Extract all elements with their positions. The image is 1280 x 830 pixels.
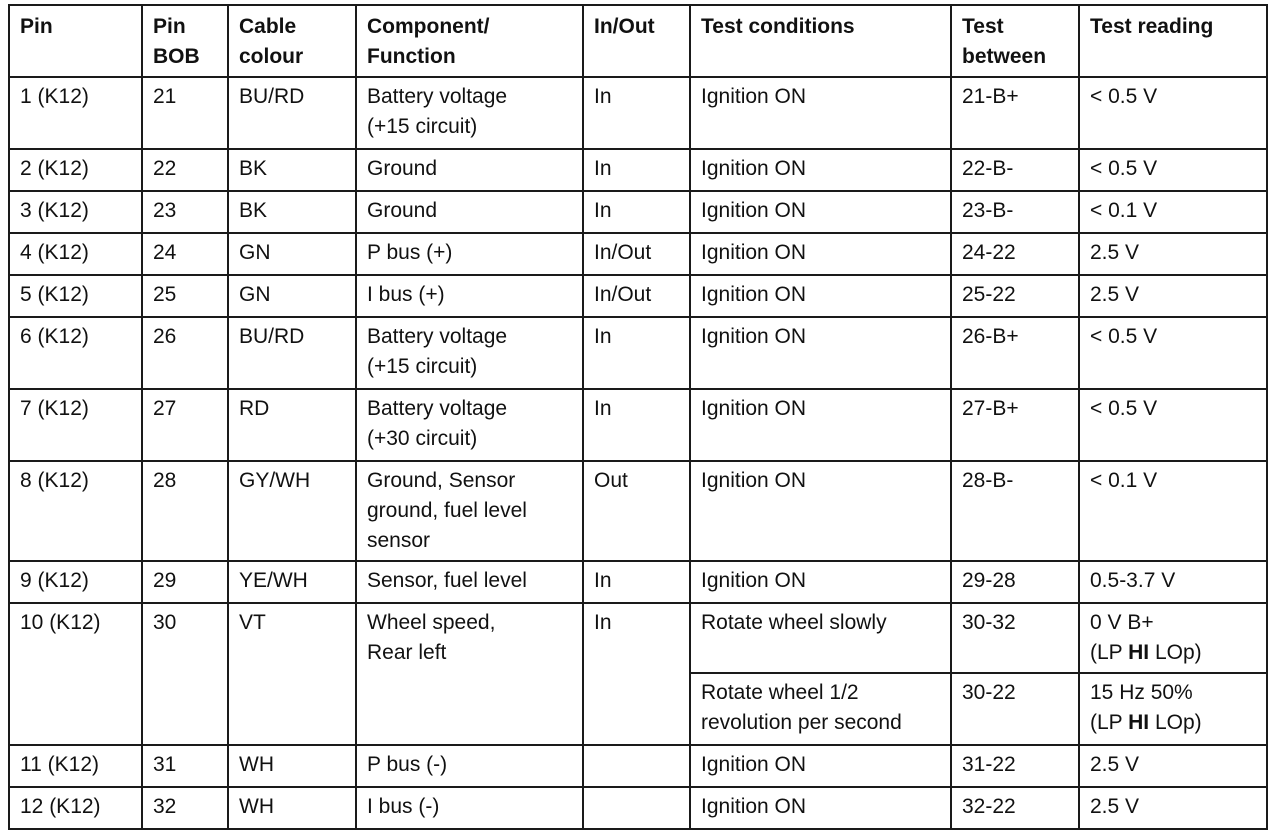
cell-condition: Ignition ON bbox=[690, 77, 951, 149]
header-cable-colour: Cable colour bbox=[228, 5, 356, 77]
header-pin: Pin bbox=[9, 5, 142, 77]
cell-between: 31-22 bbox=[951, 745, 1079, 787]
cell-inout: Out bbox=[583, 461, 690, 561]
cell-colour: BU/RD bbox=[228, 317, 356, 389]
cell-component: I bus (-) bbox=[356, 787, 583, 829]
cell-inout: In/Out bbox=[583, 233, 690, 275]
cell-reading: < 0.5 V bbox=[1079, 389, 1267, 461]
table-row bbox=[9, 275, 1267, 317]
cell-colour: GN bbox=[228, 275, 356, 317]
header-in-out: In/Out bbox=[583, 5, 690, 77]
cell-component: Battery voltage (+15 circuit) bbox=[356, 77, 583, 149]
cell-colour: RD bbox=[228, 389, 356, 461]
cell-pin: 4 (K12) bbox=[9, 233, 142, 275]
cell-between: 21-B+ bbox=[951, 77, 1079, 149]
table-row bbox=[9, 745, 1267, 787]
cell-condition: Ignition ON bbox=[690, 317, 951, 389]
header-test-reading: Test reading bbox=[1079, 5, 1267, 77]
cell-reading: < 0.1 V bbox=[1079, 461, 1267, 561]
cell-bob: 22 bbox=[142, 149, 228, 191]
header-component-function: Component/ Function bbox=[356, 5, 583, 77]
table-row bbox=[9, 603, 1267, 673]
table-row bbox=[9, 389, 1267, 461]
cell-component: Sensor, fuel level bbox=[356, 561, 583, 603]
cell-between: 30-22 bbox=[951, 673, 1079, 745]
hi-label: HI bbox=[1128, 711, 1150, 734]
cell-colour: GY/WH bbox=[228, 461, 356, 561]
cell-condition: Ignition ON bbox=[690, 787, 951, 829]
cell-reading: < 0.5 V bbox=[1079, 317, 1267, 389]
cell-pin: 1 (K12) bbox=[9, 77, 142, 149]
cell-between: 30-32 bbox=[951, 603, 1079, 673]
cell-reading: 0.5-3.7 V bbox=[1079, 561, 1267, 603]
reading-line: (LP HI LOp) bbox=[1090, 711, 1202, 734]
cell-inout: In bbox=[583, 317, 690, 389]
cell-condition: Rotate wheel 1/2 revolution per second bbox=[690, 673, 951, 745]
cell-inout: In/Out bbox=[583, 275, 690, 317]
cell-inout: In bbox=[583, 149, 690, 191]
cell-bob: 24 bbox=[142, 233, 228, 275]
cell-component: P bus (-) bbox=[356, 745, 583, 787]
header-row bbox=[9, 5, 1267, 77]
cell-condition: Ignition ON bbox=[690, 461, 951, 561]
cell-component: Ground bbox=[356, 191, 583, 233]
cell-colour: BK bbox=[228, 191, 356, 233]
cell-reading: < 0.5 V bbox=[1079, 149, 1267, 191]
cell-condition: Ignition ON bbox=[690, 149, 951, 191]
table-row bbox=[9, 787, 1267, 829]
cell-colour: WH bbox=[228, 745, 356, 787]
cell-pin: 10 (K12) bbox=[9, 603, 142, 745]
cell-bob: 25 bbox=[142, 275, 228, 317]
cell-component: Battery voltage (+15 circuit) bbox=[356, 317, 583, 389]
cell-inout bbox=[583, 787, 690, 829]
cell-inout: In bbox=[583, 561, 690, 603]
cell-bob: 21 bbox=[142, 77, 228, 149]
cell-bob: 23 bbox=[142, 191, 228, 233]
table-row bbox=[9, 233, 1267, 275]
table-row bbox=[9, 461, 1267, 561]
cell-reading: 2.5 V bbox=[1079, 233, 1267, 275]
cell-reading: 2.5 V bbox=[1079, 275, 1267, 317]
cell-component: Ground, Sensor ground, fuel level sensor bbox=[356, 461, 583, 561]
cell-inout: In bbox=[583, 191, 690, 233]
cell-component: P bus (+) bbox=[356, 233, 583, 275]
cell-bob: 26 bbox=[142, 317, 228, 389]
cell-inout: In bbox=[583, 389, 690, 461]
cell-pin: 6 (K12) bbox=[9, 317, 142, 389]
table-row bbox=[9, 191, 1267, 233]
cell-between: 32-22 bbox=[951, 787, 1079, 829]
cell-condition: Rotate wheel slowly bbox=[690, 603, 951, 673]
cell-condition: Ignition ON bbox=[690, 561, 951, 603]
cell-colour: VT bbox=[228, 603, 356, 745]
cell-between: 22-B- bbox=[951, 149, 1079, 191]
cell-component: Battery voltage (+30 circuit) bbox=[356, 389, 583, 461]
cell-between: 26-B+ bbox=[951, 317, 1079, 389]
cell-pin: 7 (K12) bbox=[9, 389, 142, 461]
cell-component: Ground bbox=[356, 149, 583, 191]
cell-between: 23-B- bbox=[951, 191, 1079, 233]
cell-pin: 3 (K12) bbox=[9, 191, 142, 233]
cell-colour: WH bbox=[228, 787, 356, 829]
table-row bbox=[9, 561, 1267, 603]
cell-condition: Ignition ON bbox=[690, 233, 951, 275]
pin-test-table bbox=[8, 4, 1268, 830]
cell-bob: 27 bbox=[142, 389, 228, 461]
table-row bbox=[9, 317, 1267, 389]
cell-bob: 32 bbox=[142, 787, 228, 829]
cell-between: 25-22 bbox=[951, 275, 1079, 317]
cell-bob: 30 bbox=[142, 603, 228, 745]
cell-bob: 29 bbox=[142, 561, 228, 603]
cell-pin: 11 (K12) bbox=[9, 745, 142, 787]
table-row bbox=[9, 149, 1267, 191]
header-test-between: Test between bbox=[951, 5, 1079, 77]
cell-colour: YE/WH bbox=[228, 561, 356, 603]
header-pin-bob: Pin BOB bbox=[142, 5, 228, 77]
cell-reading: < 0.5 V bbox=[1079, 77, 1267, 149]
cell-reading: < 0.1 V bbox=[1079, 191, 1267, 233]
cell-component: Wheel speed, Rear left bbox=[356, 603, 583, 745]
table-row bbox=[9, 77, 1267, 149]
cell-pin: 8 (K12) bbox=[9, 461, 142, 561]
cell-pin: 12 (K12) bbox=[9, 787, 142, 829]
cell-inout: In bbox=[583, 77, 690, 149]
cell-colour: GN bbox=[228, 233, 356, 275]
hi-label: HI bbox=[1128, 641, 1150, 664]
cell-pin: 9 (K12) bbox=[9, 561, 142, 603]
reading-line: (LP HI LOp) bbox=[1090, 641, 1202, 664]
cell-inout bbox=[583, 745, 690, 787]
cell-between: 29-28 bbox=[951, 561, 1079, 603]
cell-colour: BU/RD bbox=[228, 77, 356, 149]
cell-pin: 5 (K12) bbox=[9, 275, 142, 317]
reading-line: 0 V B+ bbox=[1090, 611, 1154, 634]
reading-line: 15 Hz 50% bbox=[1090, 681, 1193, 704]
cell-condition: Ignition ON bbox=[690, 745, 951, 787]
cell-reading bbox=[1079, 673, 1267, 745]
cell-bob: 31 bbox=[142, 745, 228, 787]
cell-between: 24-22 bbox=[951, 233, 1079, 275]
cell-reading: 2.5 V bbox=[1079, 787, 1267, 829]
cell-condition: Ignition ON bbox=[690, 275, 951, 317]
cell-colour: BK bbox=[228, 149, 356, 191]
cell-reading bbox=[1079, 603, 1267, 673]
cell-pin: 2 (K12) bbox=[9, 149, 142, 191]
cell-between: 28-B- bbox=[951, 461, 1079, 561]
header-test-conditions: Test conditions bbox=[690, 5, 951, 77]
cell-condition: Ignition ON bbox=[690, 191, 951, 233]
cell-condition: Ignition ON bbox=[690, 389, 951, 461]
cell-bob: 28 bbox=[142, 461, 228, 561]
cell-reading: 2.5 V bbox=[1079, 745, 1267, 787]
cell-component: I bus (+) bbox=[356, 275, 583, 317]
cell-inout: In bbox=[583, 603, 690, 745]
cell-between: 27-B+ bbox=[951, 389, 1079, 461]
